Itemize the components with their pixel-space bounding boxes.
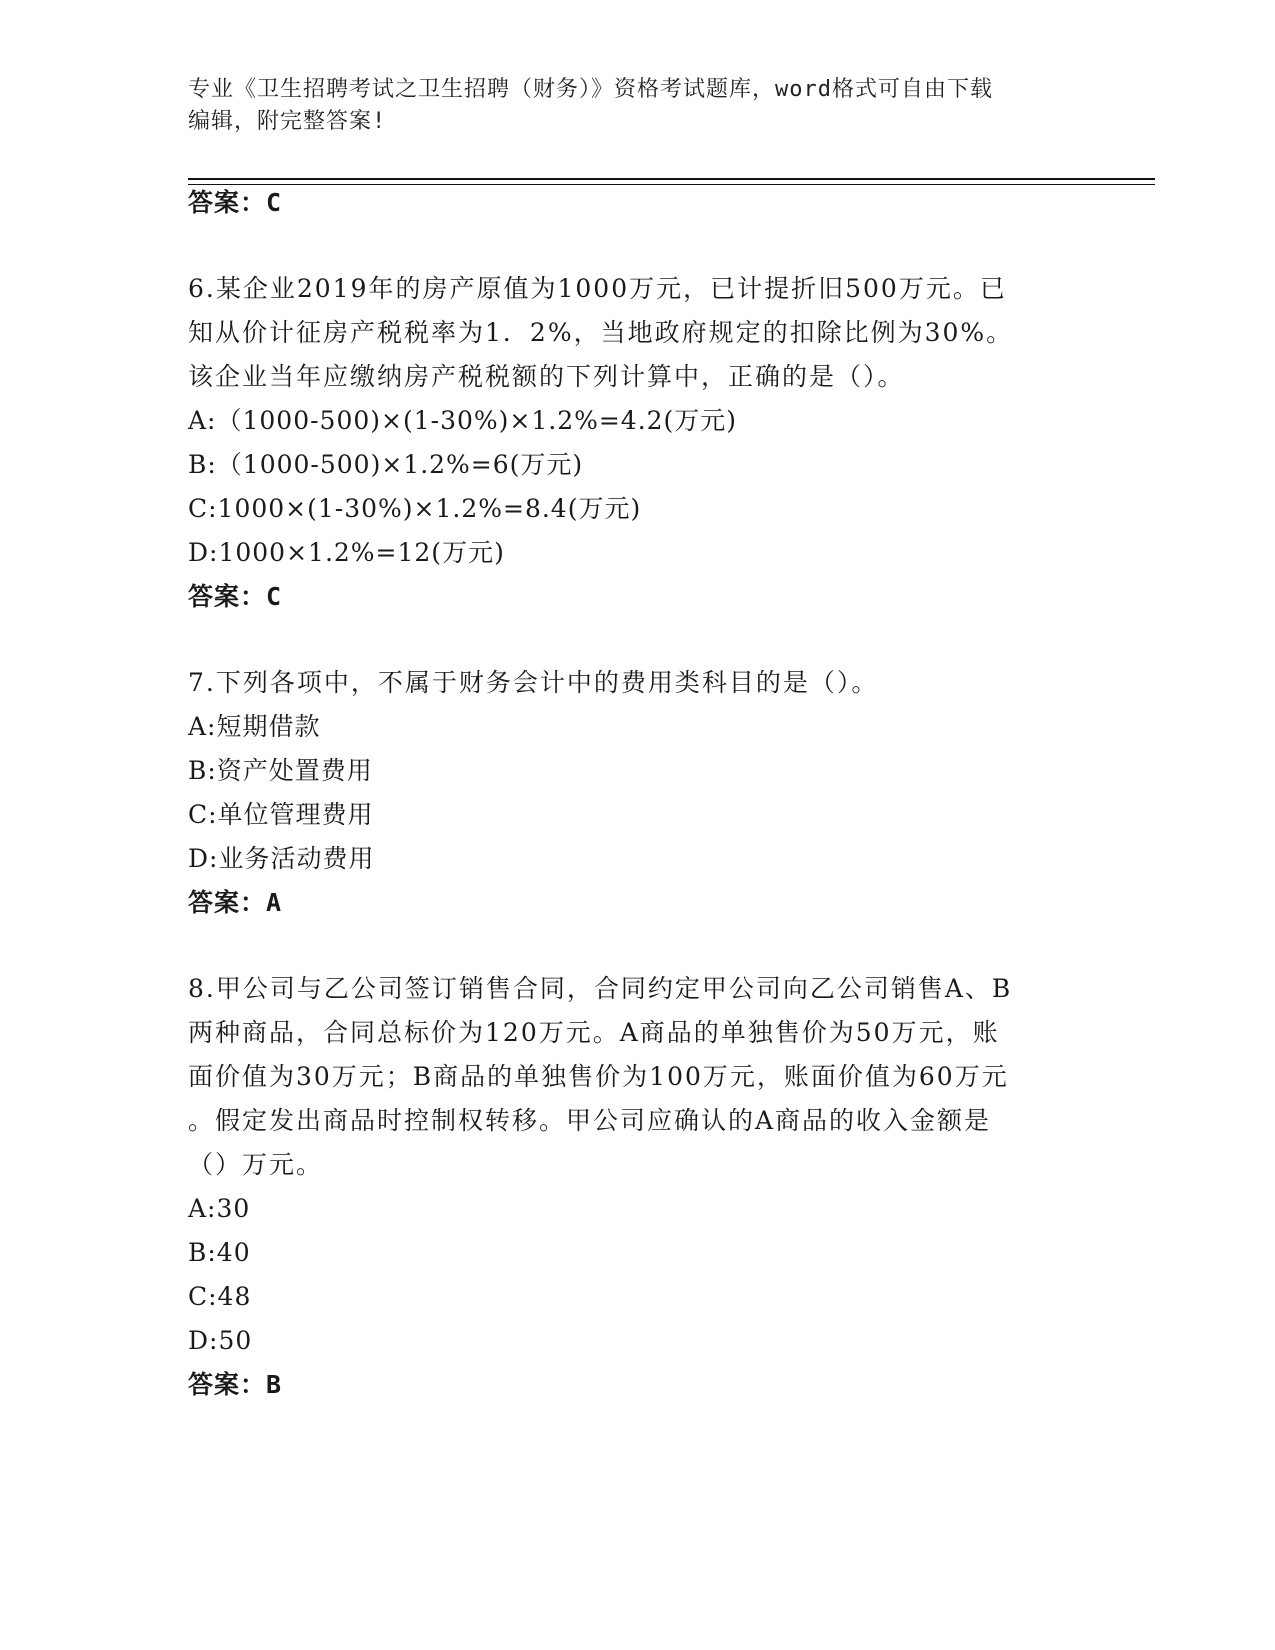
q7-option-b: B:资产处置费用: [188, 756, 373, 785]
q8-option-c: C:48: [188, 1282, 252, 1311]
q8-option-b: B:40: [188, 1238, 251, 1267]
q8-answer: 答案：B: [188, 1370, 283, 1399]
q6-stem-line-3: 该企业当年应缴纳房产税税额的下列计算中，正确的是（）。: [188, 362, 905, 391]
header-divider-thick: [188, 178, 1155, 180]
q8-stem-line-2: 两种商品，合同总标价为120万元。A商品的单独售价为50万元，账: [188, 1018, 1000, 1047]
q6-option-d: D:1000×1.2%=12(万元): [188, 538, 505, 567]
q7-stem-line-1: 7.下列各项中，不属于财务会计中的费用类科目的是（）。: [188, 668, 879, 697]
q7-option-d: D:业务活动费用: [188, 844, 375, 873]
q8-stem-line-3: 面价值为30万元；B商品的单独售价为100万元，账面价值为60万元: [188, 1062, 1009, 1091]
q6-stem-line-2: 知从价计征房产税税率为1．2%，当地政府规定的扣除比例为30%。: [188, 318, 1014, 347]
q6-option-a: A:（1000-500)×(1-30%)×1.2%=4.2(万元): [188, 406, 738, 435]
q8-stem-line-1: 8.甲公司与乙公司签订销售合同，合同约定甲公司向乙公司销售A、B: [188, 974, 1013, 1003]
q6-stem-line-1: 6.某企业2019年的房产原值为1000万元，已计提折旧500万元。已: [188, 274, 1007, 303]
q8-stem-line-5: （）万元。: [188, 1150, 324, 1179]
q8-option-d: D:50: [188, 1326, 253, 1355]
q7-answer: 答案：A: [188, 888, 283, 917]
q8-stem-line-4: 。假定发出商品时控制权转移。甲公司应确认的A商品的收入金额是: [188, 1106, 992, 1135]
header-line-1: 专业《卫生招聘考试之卫生招聘（财务）》资格考试题库，word格式可自由下载: [188, 77, 993, 102]
header-divider-thin: [188, 184, 1155, 185]
q8-option-a: A:30: [188, 1194, 251, 1223]
q6-option-b: B:（1000-500)×1.2%=6(万元): [188, 450, 584, 479]
q6-option-c: C:1000×(1-30%)×1.2%=8.4(万元): [188, 494, 642, 523]
q6-answer: 答案：C: [188, 582, 283, 611]
q7-option-a: A:短期借款: [188, 712, 321, 741]
q7-option-c: C:单位管理费用: [188, 800, 374, 829]
header-line-2: 编辑，附完整答案!: [188, 109, 387, 134]
document-header: [188, 74, 1088, 138]
previous-answer: 答案：C: [188, 188, 283, 217]
